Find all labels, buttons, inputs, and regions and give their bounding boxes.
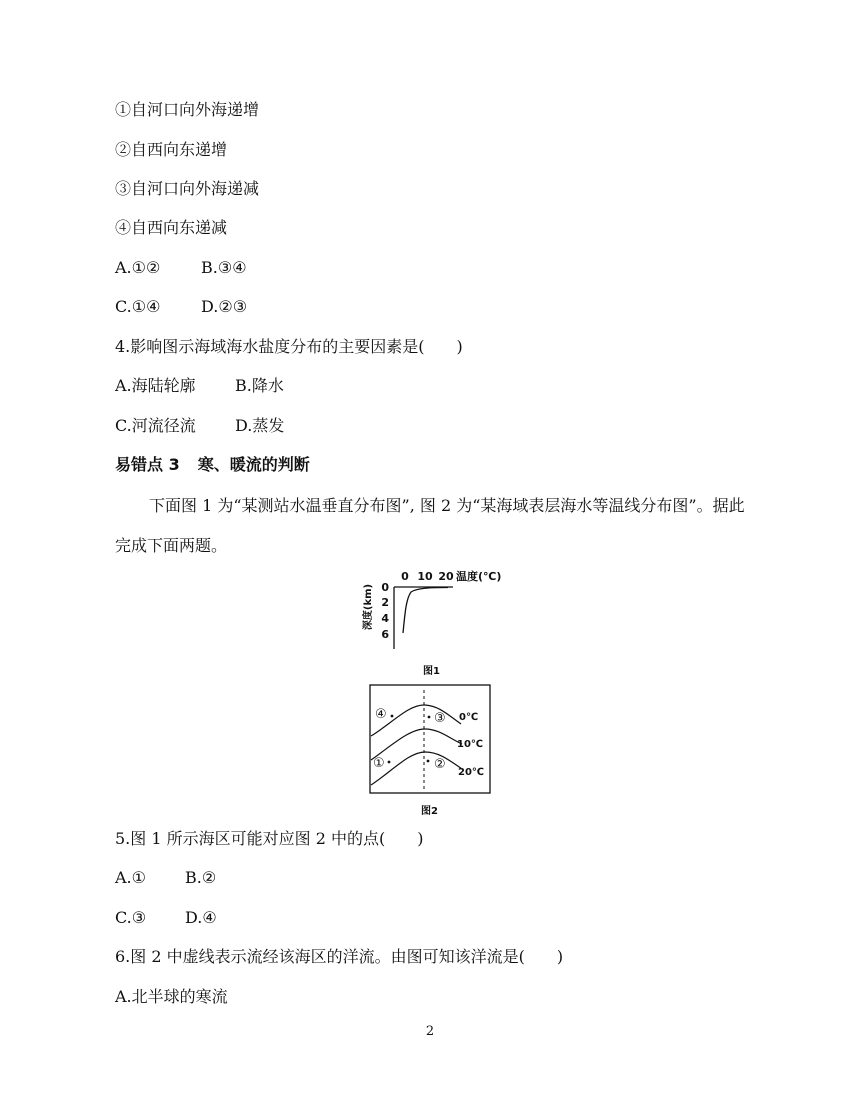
statement-1: ①自河口向外海递增 xyxy=(115,100,260,119)
figure2-caption: 图2 xyxy=(421,806,438,817)
intro-paragraph: 下面图 1 为“某测站水温垂直分布图”, 图 2 为“某海域表层海水等温线分布图”。据此完成下面两题。 xyxy=(115,496,745,555)
figure1-y-tick: 0 xyxy=(381,581,389,594)
figure2-label-20c: 20℃ xyxy=(458,767,485,778)
figure2-point-2: ② xyxy=(434,757,446,772)
q3-option-b: B.③④ xyxy=(201,258,247,277)
figure2-dot-2 xyxy=(427,760,430,763)
q4-option-d: D.蒸发 xyxy=(235,416,285,435)
question-4: 4.影响图示海域海水盐度分布的主要因素是( ) xyxy=(115,337,463,356)
q5-options-cd xyxy=(115,908,217,928)
figure1-x-label: 温度(℃) xyxy=(456,570,502,583)
q4-options-ab xyxy=(115,376,284,396)
q4-option-c: C.河流径流 xyxy=(115,416,196,435)
q3-option-d: D.②③ xyxy=(201,297,248,316)
q5-option-a: A.① xyxy=(115,868,146,887)
figure1-y-tick-labels xyxy=(381,581,389,641)
figure2-dot-1 xyxy=(388,761,391,764)
statement-2: ②自西向东递增 xyxy=(115,140,228,159)
q6-option-a: A.北半球的寒流 xyxy=(115,987,228,1006)
q4-option-a: A.海陆轮廓 xyxy=(115,376,196,395)
figure1-y-tick: 2 xyxy=(381,596,389,609)
figure2-dot-3 xyxy=(428,716,431,719)
figure1-x-tick: 20 xyxy=(438,570,454,583)
q3-options-ab xyxy=(115,258,247,278)
q3-options-cd xyxy=(115,297,248,317)
q5-option-d: D.④ xyxy=(185,908,217,927)
page-number: 2 xyxy=(425,1024,435,1039)
figure1-x-tick-labels xyxy=(401,570,454,583)
q5-option-c: C.③ xyxy=(115,908,147,927)
figure-1 xyxy=(355,563,515,655)
figure1-y-tick: 6 xyxy=(381,628,389,641)
figure2-dot-4 xyxy=(391,715,394,718)
q3-option-c: C.①④ xyxy=(115,297,161,316)
figure1-y-label: 深度(km) xyxy=(363,583,374,631)
figure1-x-tick: 10 xyxy=(417,570,433,583)
figure2-point-1: ① xyxy=(373,756,385,771)
statement-4: ④自西向东递减 xyxy=(115,218,228,237)
figure1-temperature-curve xyxy=(403,588,448,634)
section-title: 寒、暖流的判断 xyxy=(197,455,310,474)
question-5: 5.图 1 所示海区可能对应图 2 中的点( ) xyxy=(115,829,424,848)
figure1-x-tick: 0 xyxy=(401,570,409,583)
figure2-point-3: ③ xyxy=(434,711,446,726)
figure1-y-tick: 4 xyxy=(381,612,389,625)
figure1-caption: 图1 xyxy=(423,666,440,677)
figure2-point-4: ④ xyxy=(375,707,387,722)
question-6: 6.图 2 中虚线表示流经该海区的洋流。由图可知该洋流是( ) xyxy=(115,947,564,966)
figure-2 xyxy=(369,684,491,796)
q4-options-cd xyxy=(115,416,285,436)
q5-options-ab xyxy=(115,868,217,888)
section-heading xyxy=(115,455,310,475)
section-label: 易错点 3 xyxy=(115,455,180,474)
q5-option-b: B.② xyxy=(185,868,217,887)
figure2-label-10c: 10℃ xyxy=(457,739,484,750)
q3-option-a: A.①② xyxy=(115,258,161,277)
q4-option-b: B.降水 xyxy=(235,376,284,395)
statement-3: ③自河口向外海递减 xyxy=(115,179,260,198)
figure2-label-0c: 0℃ xyxy=(459,712,479,723)
